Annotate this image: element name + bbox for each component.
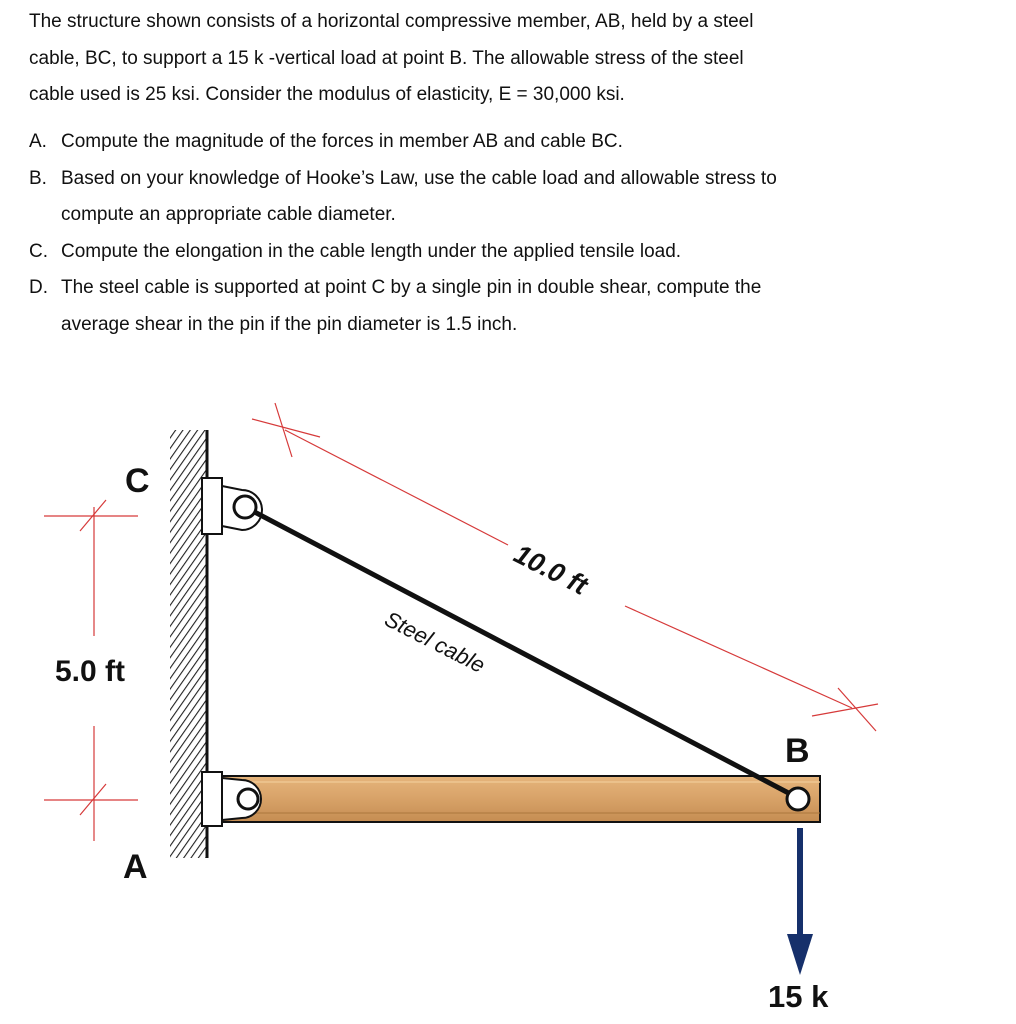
intro-line: cable used is 25 ksi. Consider the modulus of elasticity, E = 30,000 ksi.: [29, 84, 625, 105]
point-b-label: B: [785, 732, 810, 770]
load-arrow: [787, 828, 813, 975]
question-text: compute an appropriate cable diameter.: [61, 204, 396, 225]
wall-hatching: [170, 430, 206, 858]
point-a-label: A: [123, 848, 148, 886]
question-text: The steel cable is supported at point C by a single pin in double shear, compute the: [61, 277, 762, 298]
dimension-tick: [252, 419, 320, 437]
cable-dimension-line: [625, 606, 852, 708]
question-marker: C.: [29, 240, 48, 262]
question-marker: B.: [29, 167, 47, 189]
pin-b-icon: [787, 788, 809, 810]
cable-length-label: 10.0 ft: [509, 538, 593, 601]
cable-dimension-line: [285, 430, 508, 545]
question-text: Compute the elongation in the cable length under the applied tensile load.: [61, 240, 682, 262]
arrow-down-icon: [787, 934, 813, 975]
question-text: average shear in the pin if the pin diameter is 1.5 inch.: [61, 313, 518, 335]
beam-ab: [222, 776, 820, 822]
vertical-dimension-label: 5.0 ft: [55, 655, 126, 688]
cable-label: Steel cable: [380, 606, 490, 678]
question-text: Based on your knowledge of Hooke’s Law, use the cable load and allowable stress to: [61, 167, 777, 189]
question-marker: D.: [29, 277, 48, 298]
intro-line: The structure shown consists of a horizontal compressive member, AB, held by a steel: [29, 11, 754, 32]
dimension-tick: [838, 688, 876, 731]
point-c-label: C: [125, 462, 150, 500]
dimension-tick: [275, 403, 292, 457]
question-marker: A.: [29, 131, 47, 152]
intro-line: cable, BC, to support a 15 k -vertical load at point B. The allowable stress of the steel: [29, 47, 744, 69]
load-label: 15 k: [768, 979, 829, 1014]
question-text: Compute the magnitude of the forces in member AB and cable BC.: [61, 131, 623, 152]
pin-c-icon: [234, 496, 256, 518]
pin-a-icon: [238, 789, 258, 809]
dimension-tick: [812, 704, 878, 716]
